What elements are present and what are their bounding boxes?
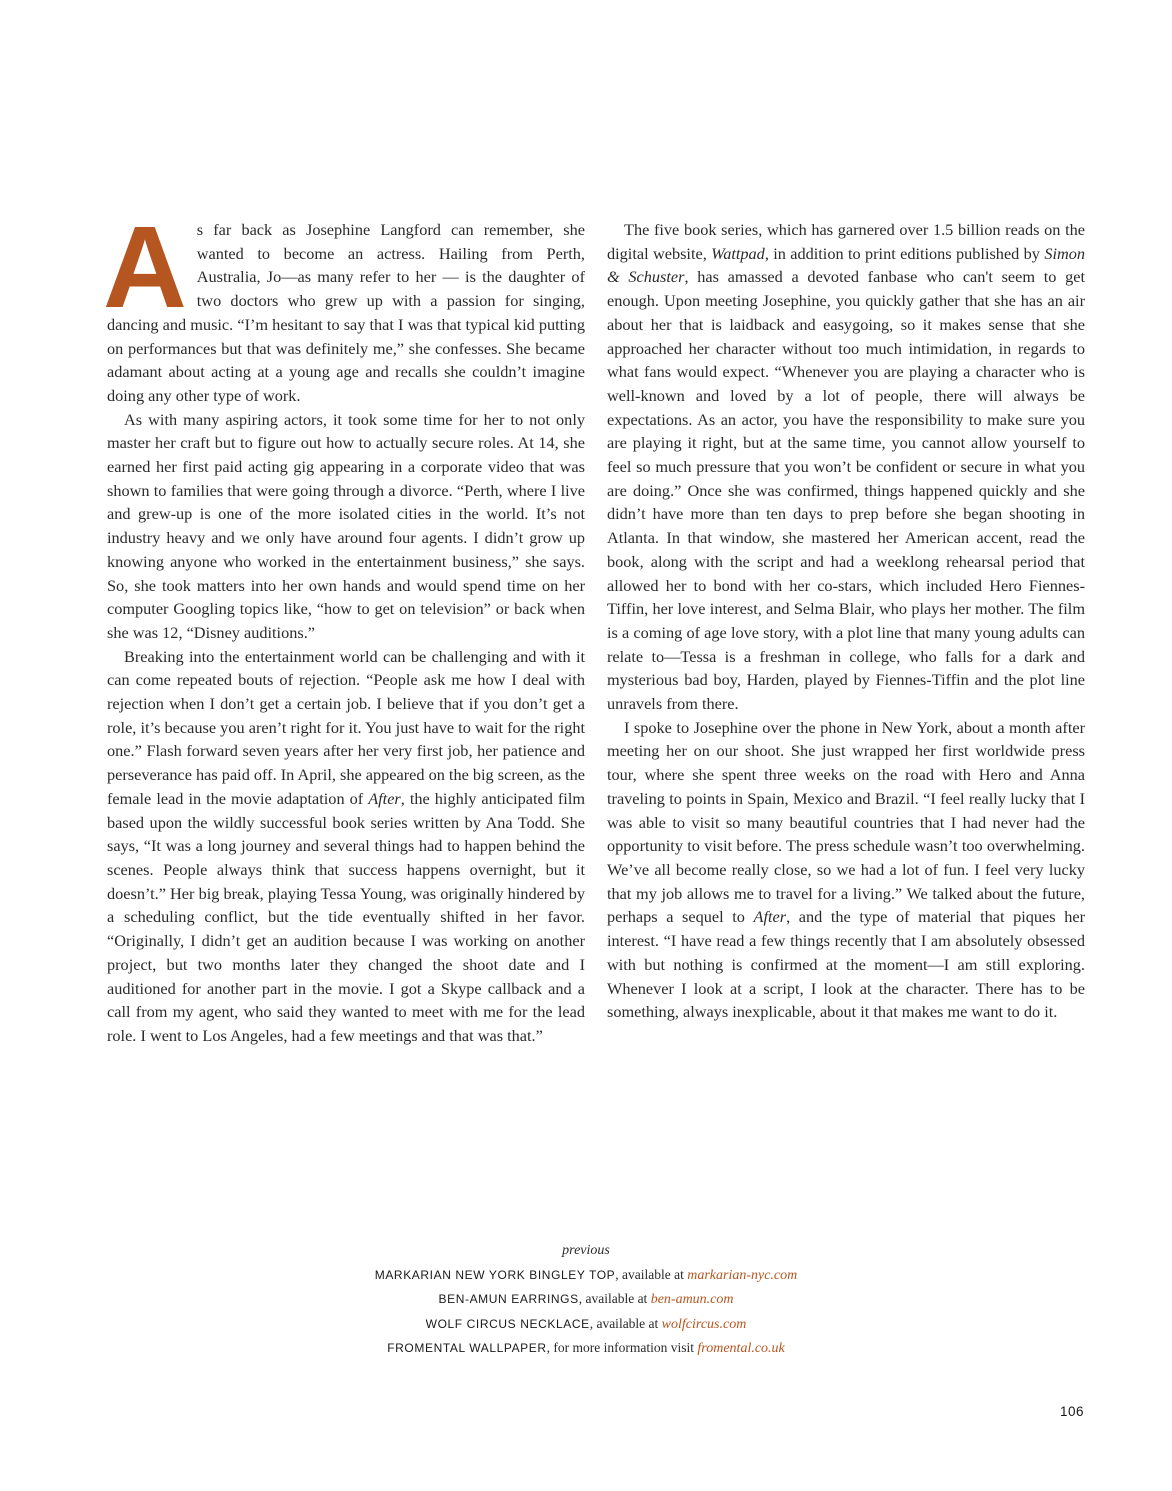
paragraph-5 xyxy=(607,716,1085,1024)
publisher-name: Simon & Schuster xyxy=(607,243,1086,287)
paragraph-5-text-b: , and the type of material that piques her interest. “I have read a few things recently that I am absolutely obsessed with but nothing is confirmed at the moment—I am still exploring. Whenever I look at a script, I look at the character. There has to be something, always inexplicable, about it that makes me want to do it. xyxy=(607,907,1086,1022)
paragraph-4 xyxy=(607,218,1085,716)
website-name: Wattpad xyxy=(711,243,765,263)
credit-brand: WOLF CIRCUS NECKLACE xyxy=(425,1316,590,1331)
credit-brand: BEN-AMUN EARRINGS xyxy=(438,1292,579,1307)
film-title: After xyxy=(753,907,787,927)
credit-line xyxy=(0,1263,1172,1288)
paragraph-4-text-c: , has amassed a devoted fanbase who can't seem to get enough. Upon meeting Josephine, you quickly gather that she has an air about her that is laidback and easygoing, so it makes sense that she approached her character without too much intimidation, in regards to what fans would expect. “Whenever you are playing a character who is well-known and loved by a lot of people, there will always be expectations. As an actor, you have the responsibility to make sure you are playing it right, but at the same time, you cannot allow yourself to feel so much pressure that you won’t be confident or secure in what you are doing.” Once she was confirmed, things happened quickly and she didn’t have more than ten days to prep before she began shooting in Atlanta. In that window, she mastered her American accent, read the book, along with the script and had a weeklong rehearsal period that allowed her to bond with her co-stars, which included Hero Fiennes-Tiffin, her love interest, and Selma Blair, who plays her mother. The film is a coming of age love story, with a plot line that many young adults can relate to—Tessa is a freshman in college, who falls for a dark and mysterious bad boy, Harden, played by Fiennes-Tiffin and the plot line unravels from there. xyxy=(607,267,1086,714)
paragraph-3 xyxy=(107,645,585,1048)
credit-brand: FROMENTAL WALLPAPER xyxy=(387,1341,547,1356)
drop-cap: A xyxy=(103,202,187,332)
credit-link[interactable]: fromental.co.uk xyxy=(697,1341,785,1357)
film-title: After xyxy=(368,788,401,808)
paragraph-4-text-a: The five book series, which has garnered over 1.5 billion reads on the digital website, xyxy=(607,220,1085,263)
credit-text: , available at xyxy=(589,1315,662,1331)
right-column xyxy=(607,218,1085,1048)
paragraph-2 xyxy=(107,408,585,645)
paragraph-1-text: s far back as Josephine Langford can remember, she wanted to become an actress. Hailing from Perth, Australia, Jo—as many refer to her — is the daughter of two doctors who grew up with a passion for singing, dancing and music. “I’m hesitant to say that I was that typical kid putting on performances but that was definitely me,” she confesses. She became adamant about acting at a young age and recalls she couldn’t imagine doing any other type of work. xyxy=(107,220,585,405)
credit-text: , available at xyxy=(578,1291,651,1307)
credit-line xyxy=(0,1287,1172,1312)
page-number: 106 xyxy=(1059,1404,1084,1419)
credit-line xyxy=(0,1312,1172,1337)
paragraph-4-text-b: , in addition to print editions published by xyxy=(764,243,1045,263)
credit-brand: MARKARIAN NEW YORK BINGLEY TOP xyxy=(374,1267,616,1282)
paragraph-1 xyxy=(103,202,585,408)
left-column xyxy=(103,202,586,1048)
credit-text: , for more information visit xyxy=(546,1340,698,1356)
credit-link[interactable]: markarian-nyc.com xyxy=(687,1267,798,1283)
credit-link[interactable]: wolfcircus.com xyxy=(661,1316,747,1332)
credit-line xyxy=(0,1336,1172,1361)
credits-heading: previous xyxy=(562,1243,610,1258)
paragraph-3-text-a: Breaking into the entertainment world can be challenging and with it can come repeated bouts of rejection. “People ask me how I deal with rejection when I don’t get a certain job. I believe that if you don’t get a role, it’s because you aren’t right for it. You just have to wait for the right one.” Flash forward seven years after her very first job, her patience and perseverance has paid off. In April, she appeared on the big screen, as the female lead in the movie adaptation of xyxy=(107,646,585,808)
credit-link[interactable]: ben-amun.com xyxy=(650,1292,734,1308)
photo-credits xyxy=(0,1239,1172,1361)
credit-text: , available at xyxy=(615,1266,688,1282)
paragraph-2-text: As with many aspiring actors, it took some time for her to not only master her craft but to figure out how to actually secure roles. At 14, she earned her first paid acting gig appearing in a corporate video that was shown to families that were going through a divorce. “Perth, where I live and grew-up is one of the more isolated cities in the world. It’s not industry heavy and we only have around four agents. I didn’t grow up knowing anyone who worked in the entertainment business,” she says. So, she took matters into her own hands and would spend time on her computer Googling topics like, “how to get on television” or back when she was 12, “Disney auditions.” xyxy=(107,409,585,642)
paragraph-3-text-b: , the highly anticipated film based upon the wildly successful book series written by Ana Todd. She says, “It was a long journey and several things had to happen behind the scenes. People always think that success happens overnight, but it doesn’t.” Her big break, playing Tessa Young, was originally hindered by a scheduling conflict, but the tide eventually shifted in her favor. “Originally, I didn’t get an audition because I was working on another project, but two months later they changed the shoot date and I auditioned for another part in the movie. I got a Skype callback and a call from my agent, who said they wanted to meet with me for the lead role. I went to Los Angeles, had a few meetings and that was that.” xyxy=(107,788,586,1045)
article-body xyxy=(103,202,1086,1048)
paragraph-5-text-a: I spoke to Josephine over the phone in New York, about a month after meeting her on our shoot. She just wrapped her first worldwide press tour, where she spent three weeks on the road with Hero and Anna traveling to points in Spain, Mexico and Brazil. “I feel really lucky that I was able to visit so many beautiful countries that I had never had the opportunity to visit before. The press schedule wasn’t too overwhelming. We’ve all become really close, so we had a lot of fun. I feel very lucky that my job allows me to travel for a living.” We talked about the future, perhaps a sequel to xyxy=(607,717,1085,927)
